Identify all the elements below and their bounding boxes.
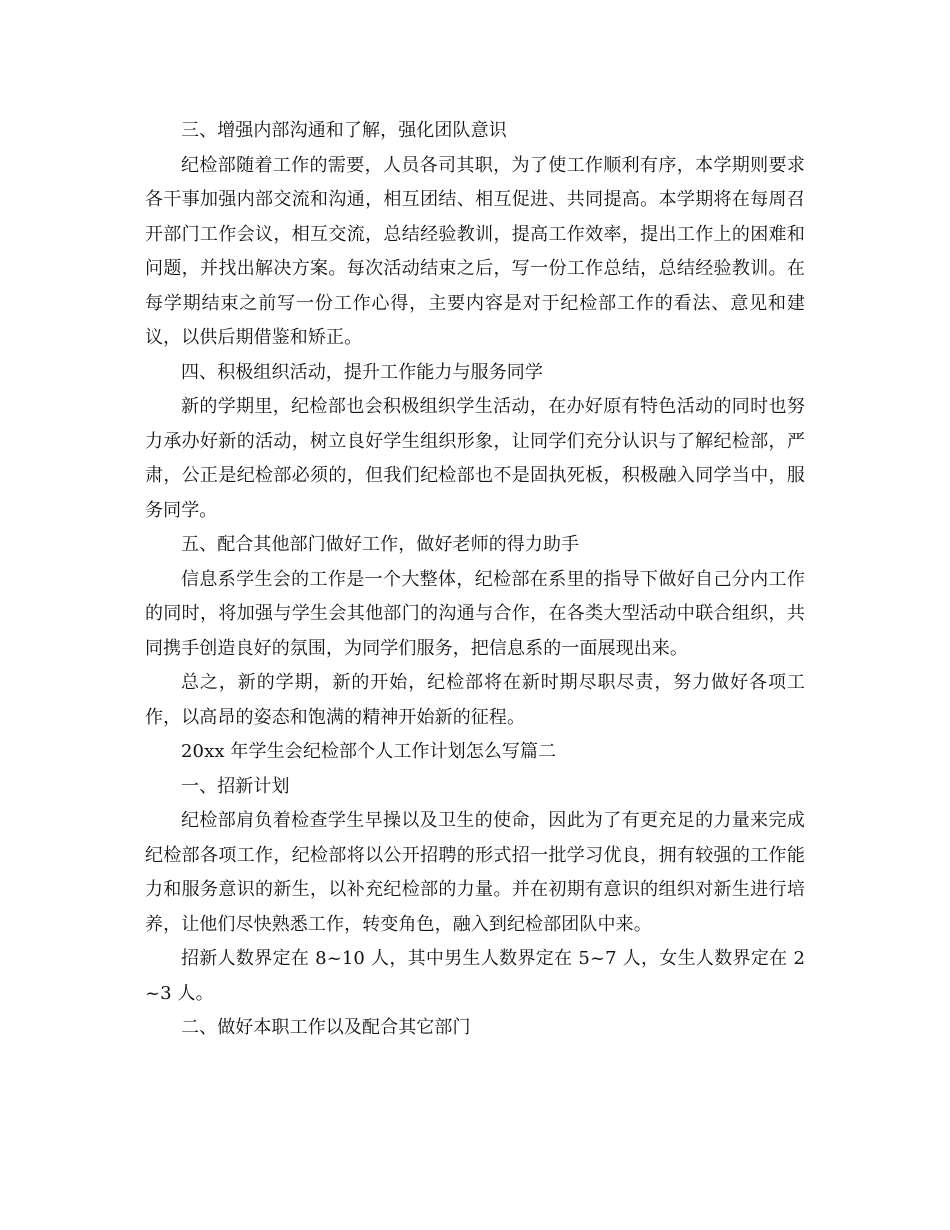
section-heading-1: 一、招新计划 <box>181 775 290 797</box>
paragraph: 信息系学生会的工作是一个大整体，纪检部在系里的指导下做好自己分内工作的同时，将加强与学生会其他部门的沟通与合作，在各类大型活动中联合组织，共同携手创造良好的氛围，为同学们服务，把信息系的一面展现出来。 <box>145 568 805 659</box>
document-body <box>145 114 805 1046</box>
article-title: 20xx 年学生会纪检部个人工作计划怎么写篇二 <box>181 741 557 762</box>
paragraph: 总之，新的学期，新的开始，纪检部将在新时期尽职尽责，努力做好各项工作，以高昂的姿态和饱满的精神开始新的征程。 <box>145 672 805 728</box>
paragraph: 纪检部肩负着检查学生早操以及卫生的使命，因此为了有更充足的力量来完成纪检部各项工作，纪检部将以公开招聘的形式招一批学习优良，拥有较强的工作能力和服务意识的新生，以补充纪检部的力量。并在初期有意识的组织对新生进行培养，让他们尽快熟悉工作，转变角色，融入到纪检部团队中来。 <box>145 810 805 935</box>
paragraph: 新的学期里，纪检部也会积极组织学生活动，在办好原有特色活动的同时也努力承办好新的活动，树立良好学生组织形象，让同学们充分认识与了解纪检部，严肃，公正是纪检部必须的，但我们纪检部也不是固执死板，积极融入同学当中，服务同学。 <box>145 396 805 521</box>
section-heading-4: 四、积极组织活动，提升工作能力与服务同学 <box>181 361 543 383</box>
paragraph: 纪检部随着工作的需要，人员各司其职，为了使工作顺利有序，本学期则要求各干事加强内部交流和沟通，相互团结、相互促进、共同提高。本学期将在每周召开部门工作会议，相互交流，总结经验教训，提高工作效率，提出工作上的困难和问题，并找出解决方案。每次活动结束之后，写一份工作总结，总结经验教训。在每学期结束之前写一份工作心得，主要内容是对于纪检部工作的看法、意见和建议，以供后期借鉴和矫正。 <box>145 154 805 348</box>
section-heading-3: 三、增强内部沟通和了解，强化团队意识 <box>181 120 507 141</box>
section-heading-2: 二、做好本职工作以及配合其它部门 <box>181 1017 471 1038</box>
paragraph: 招新人数界定在 8~10 人，其中男生人数界定在 5~7 人，女生人数界定在 2~3 人。 <box>145 948 805 1004</box>
section-heading-5: 五、配合其他部门做好工作，做好老师的得力助手 <box>181 534 580 555</box>
